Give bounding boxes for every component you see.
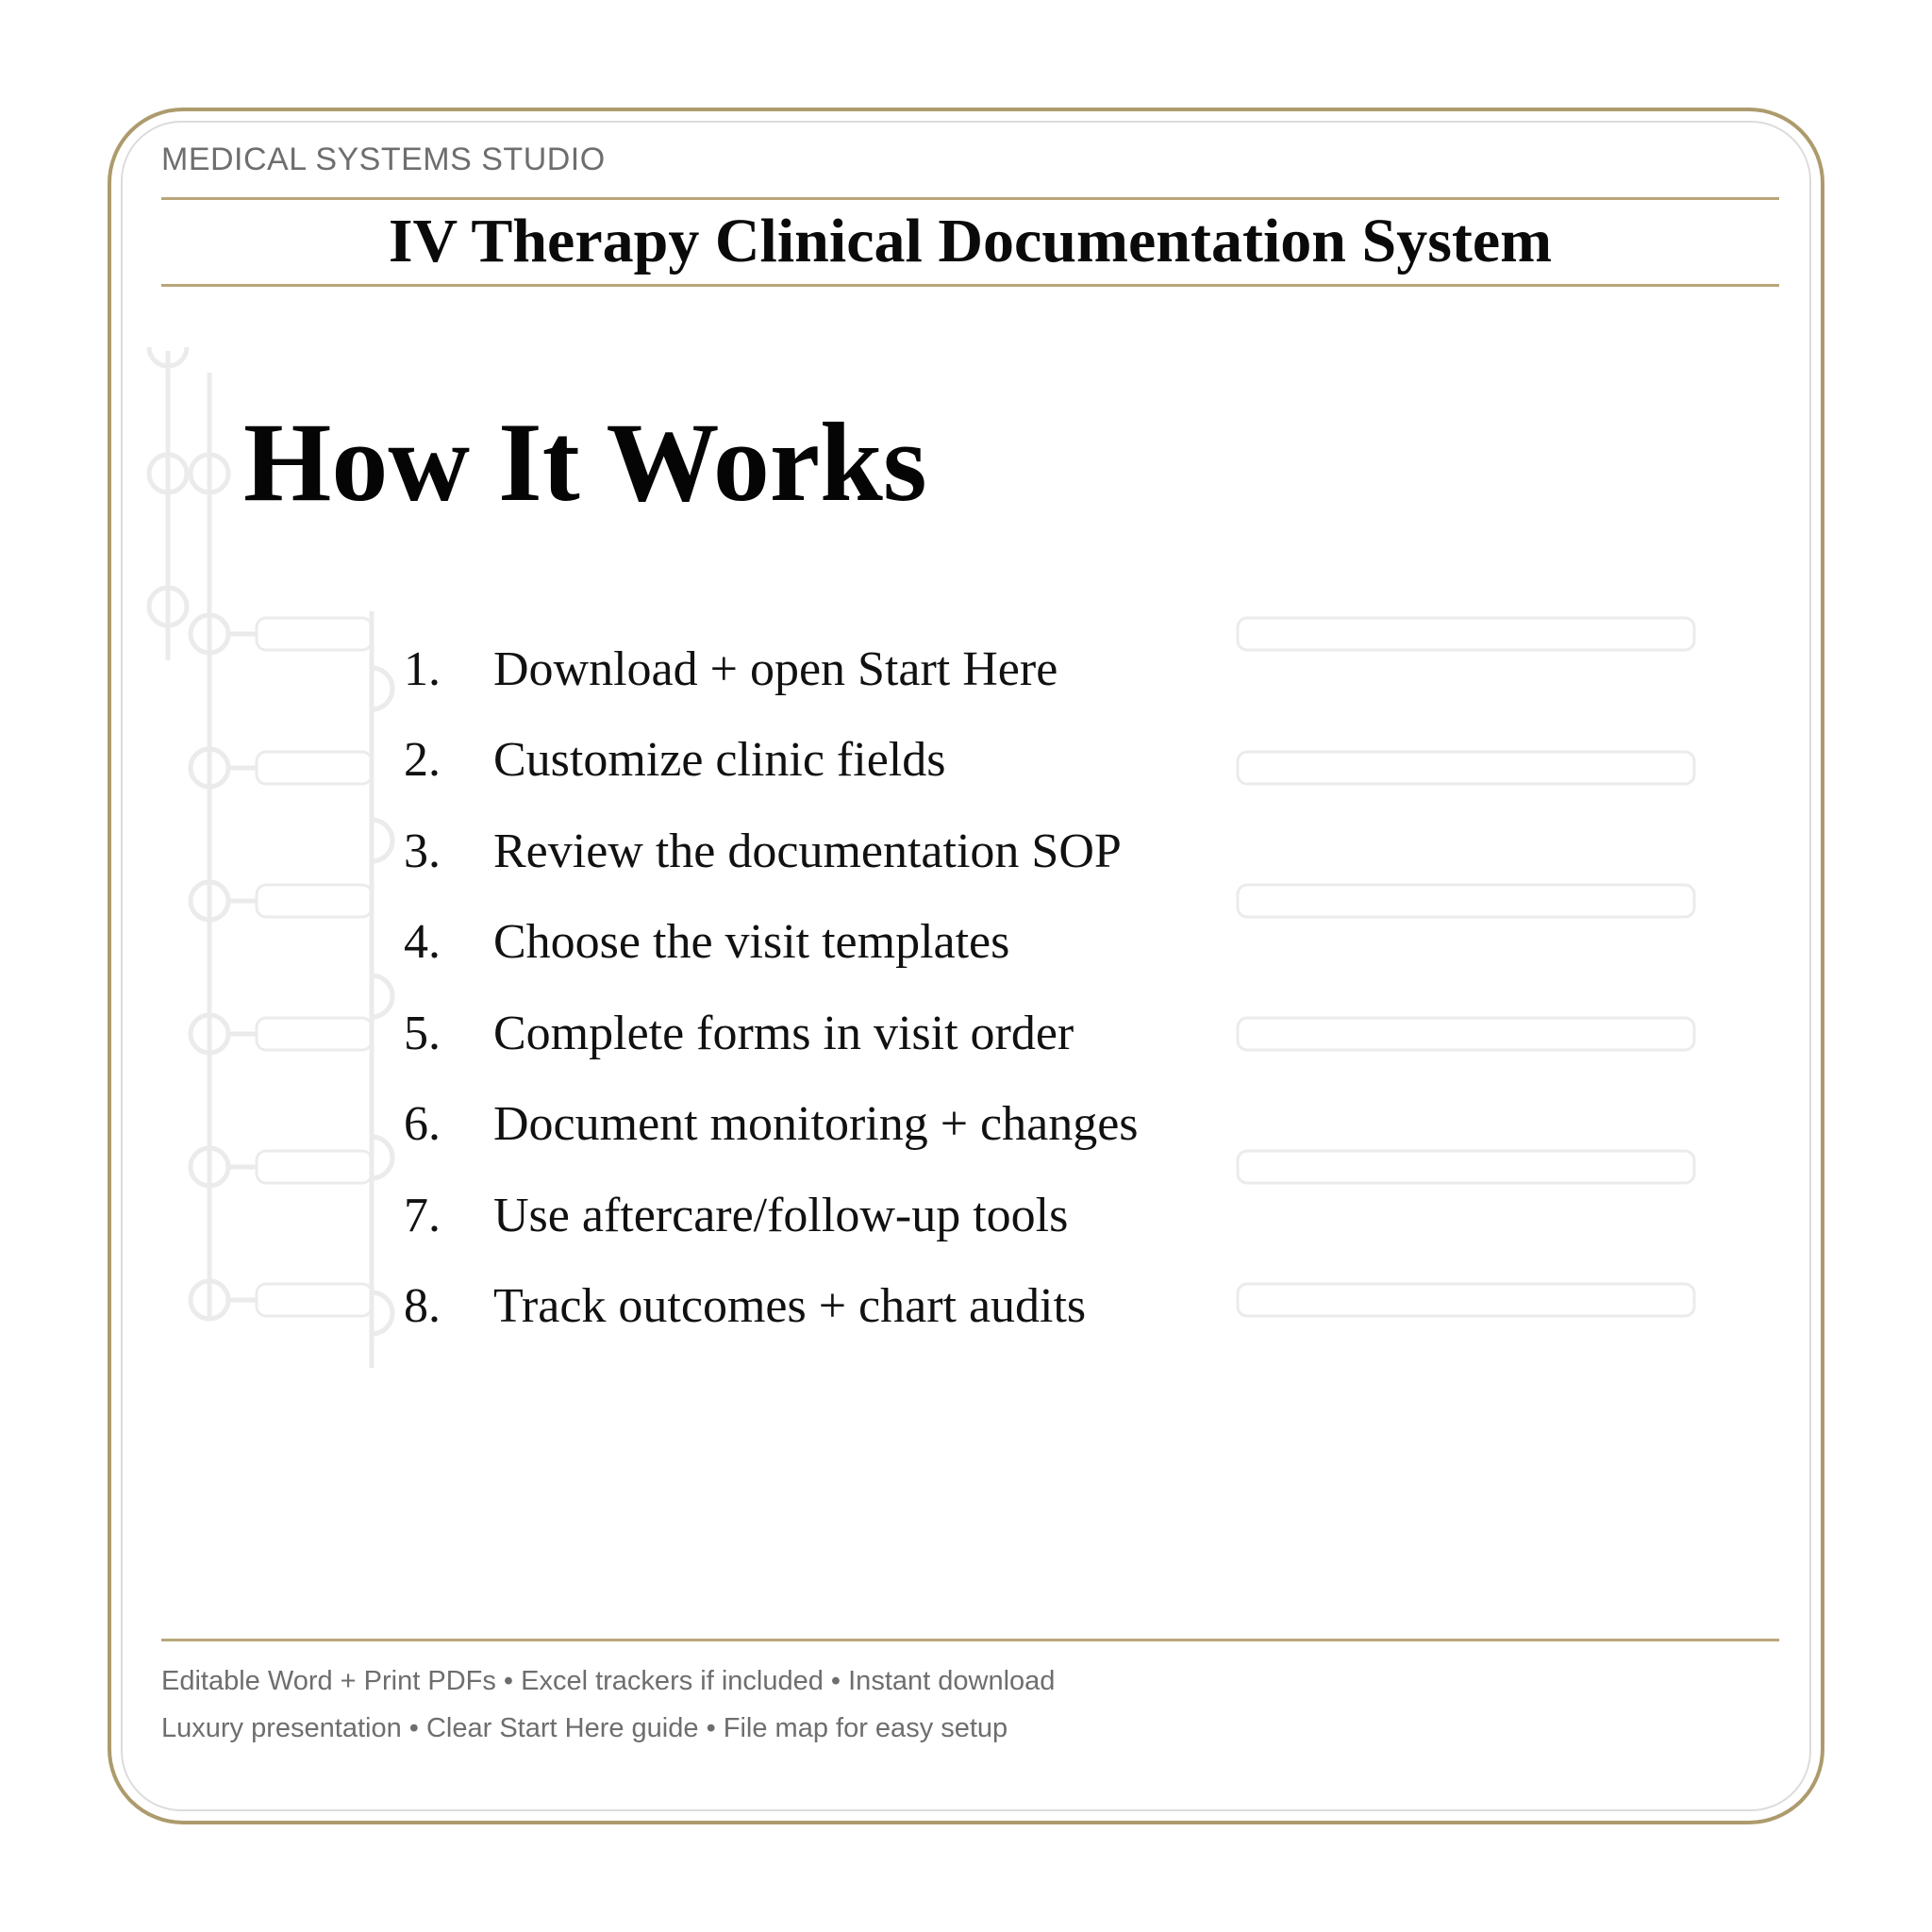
list-item	[404, 1261, 1139, 1353]
page-heading: How It Works	[243, 399, 927, 525]
list-item	[404, 897, 1139, 989]
step-number: 4.	[404, 915, 441, 970]
list-item	[404, 988, 1139, 1079]
step-text: Track outcomes + chart audits	[493, 1279, 1087, 1334]
step-number: 8.	[404, 1279, 441, 1334]
steps-list	[404, 624, 1139, 1352]
step-number: 2.	[404, 733, 441, 788]
step-text: Choose the visit templates	[493, 915, 1010, 970]
list-item	[404, 715, 1139, 807]
header-bottom-rule	[161, 284, 1779, 287]
footer-rule	[161, 1639, 1779, 1641]
document-title: IV Therapy Clinical Documentation System	[388, 207, 1553, 275]
step-text: Document monitoring + changes	[493, 1097, 1139, 1152]
step-text: Customize clinic fields	[493, 733, 946, 788]
step-number: 6.	[404, 1097, 441, 1152]
list-item	[404, 1170, 1139, 1261]
step-number: 3.	[404, 824, 441, 878]
step-text: Review the documentation SOP	[493, 824, 1122, 878]
step-text: Complete forms in visit order	[493, 1006, 1074, 1060]
brand-label: MEDICAL SYSTEMS STUDIO	[161, 142, 606, 177]
step-number: 1.	[404, 641, 441, 696]
step-number: 7.	[404, 1188, 441, 1242]
list-item	[404, 806, 1139, 897]
footer-features-line: Editable Word + Print PDFs • Excel trackers if included • Instant download	[161, 1666, 1056, 1696]
step-number: 5.	[404, 1006, 441, 1060]
footer-benefits-line: Luxury presentation • Clear Start Here guide • File map for easy setup	[161, 1713, 1008, 1743]
step-text: Download + open Start Here	[493, 641, 1058, 696]
step-text: Use aftercare/follow-up tools	[493, 1188, 1069, 1242]
list-item	[404, 1079, 1139, 1171]
list-item	[404, 624, 1139, 715]
